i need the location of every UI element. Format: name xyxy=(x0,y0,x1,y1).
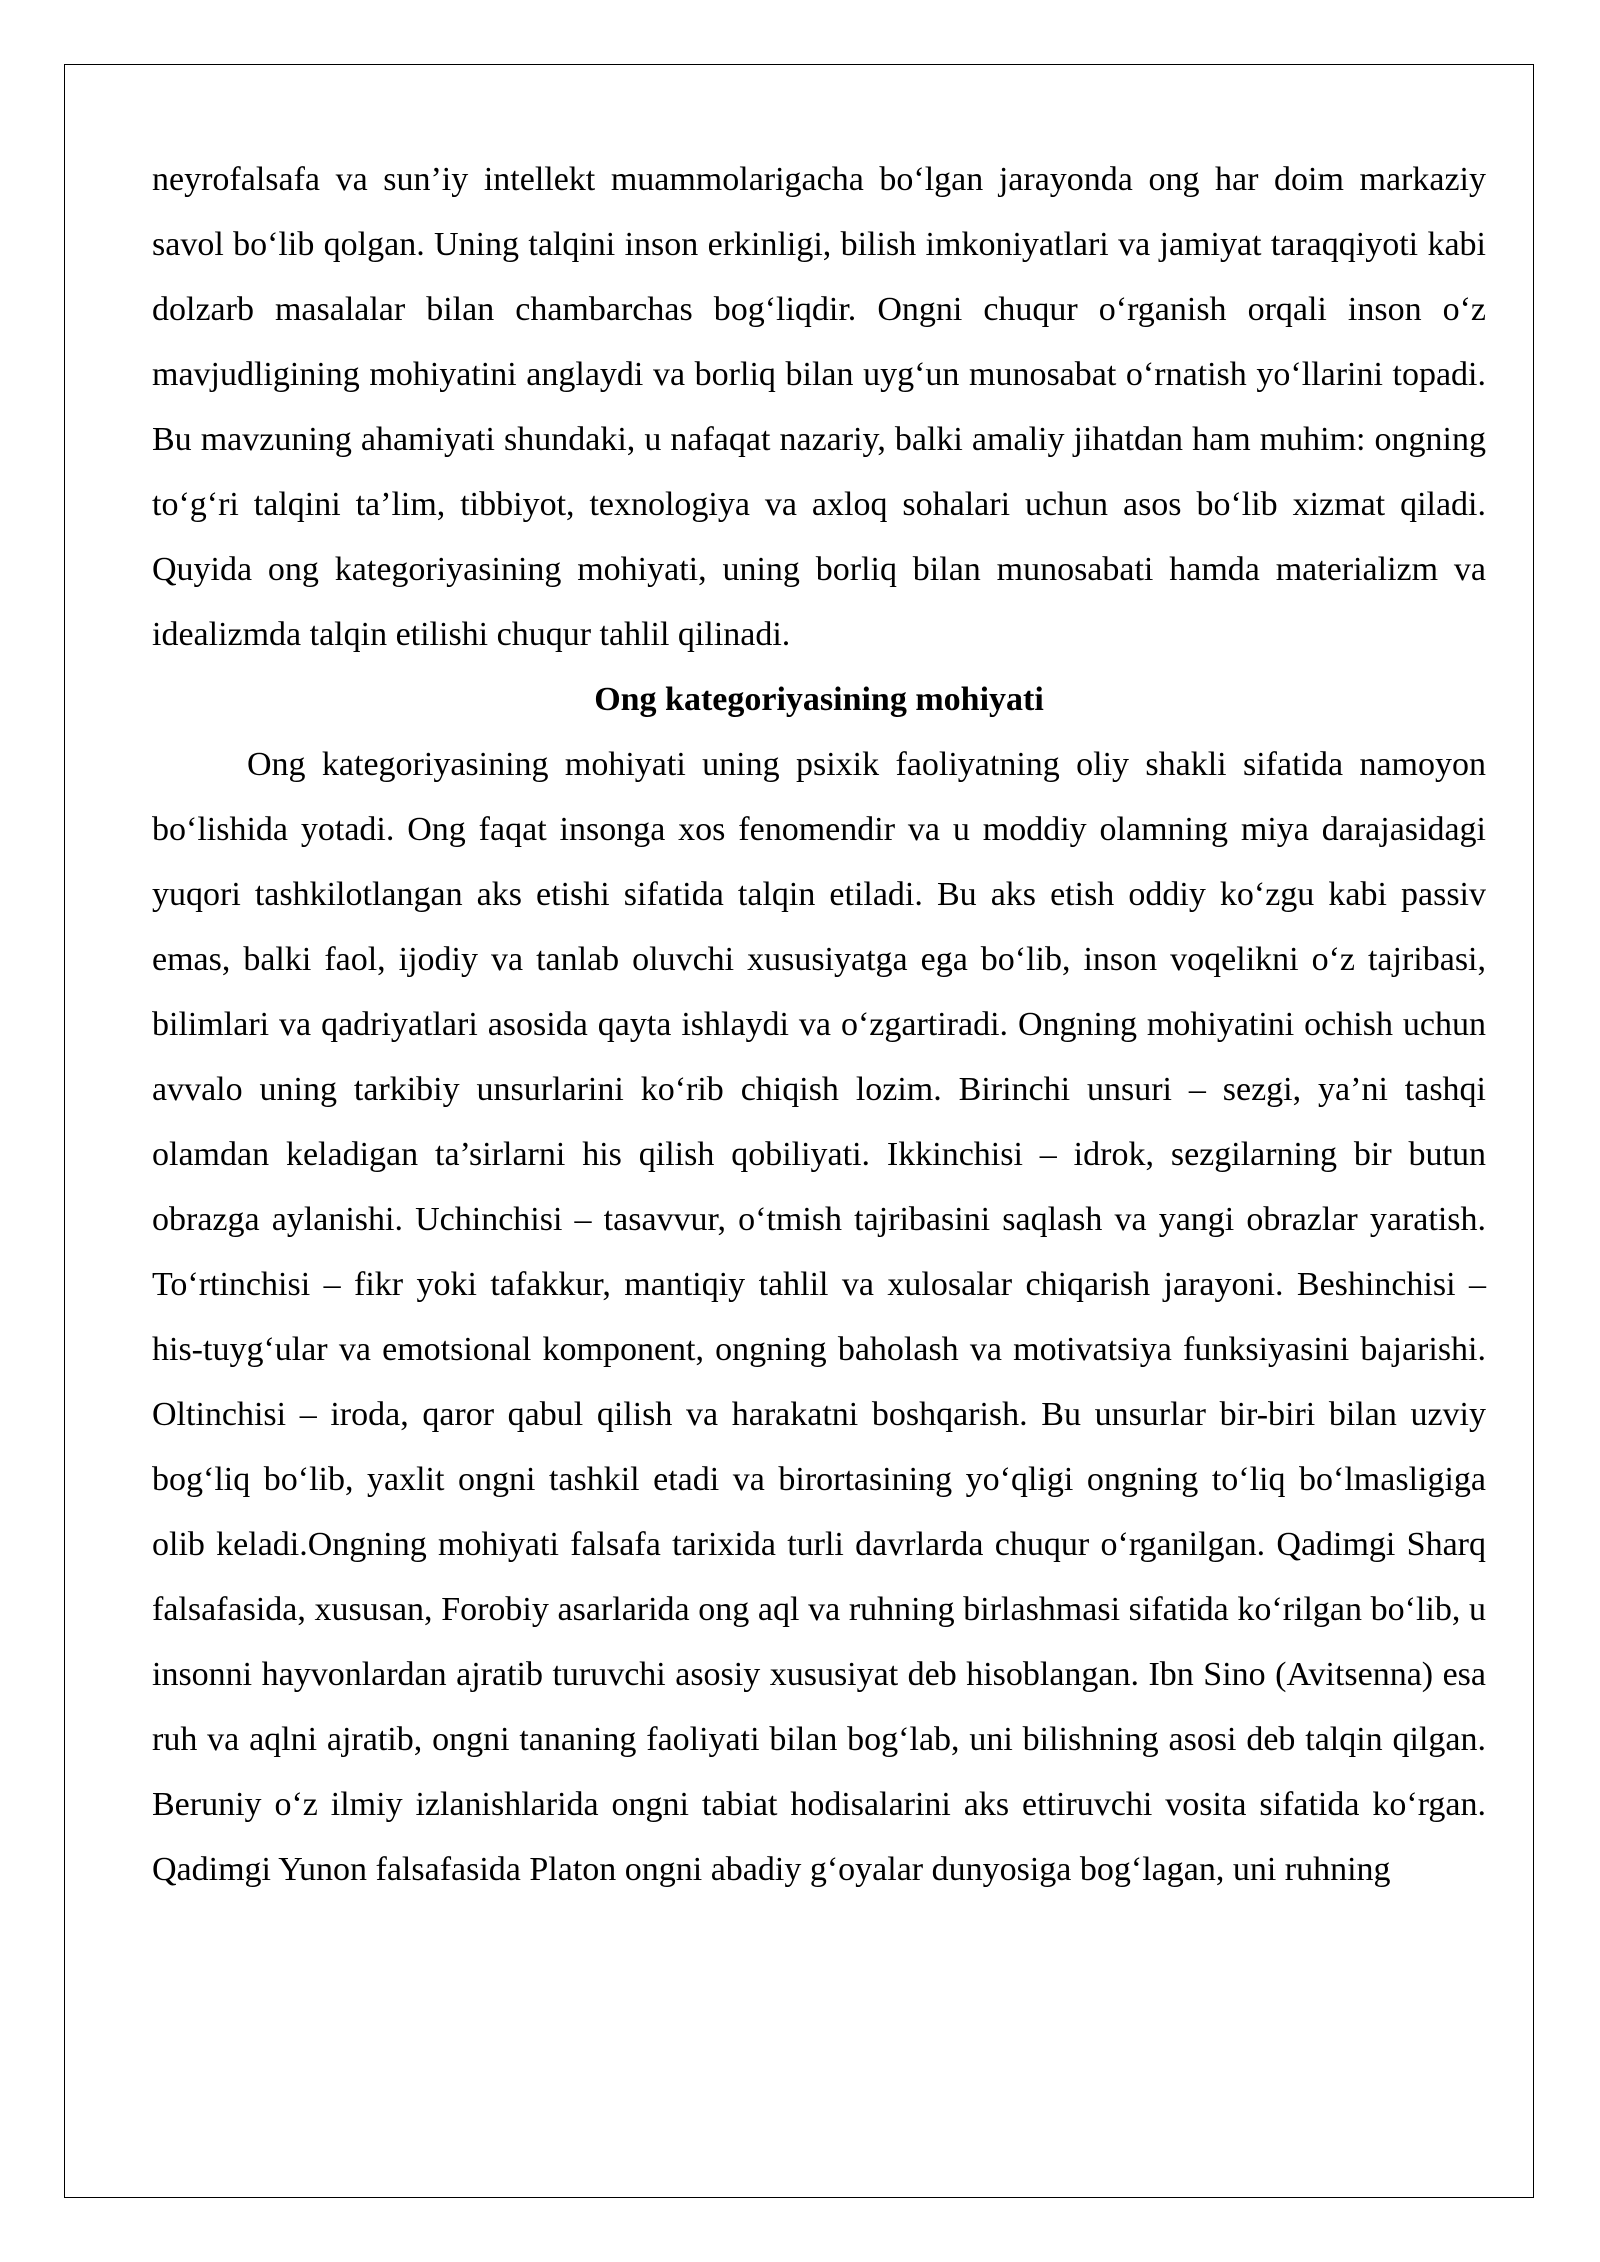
intro-paragraph: neyrofalsafa va sun’iy intellekt muammolarigacha bo‘lgan jarayonda ong har doim markaziy savol bo‘lib qolgan. Uning talqini inson erkinligi, bilish imkoniyatlari va jamiyat taraqqiyoti kabi dolzarb masalalar bilan chambarchas bog‘liqdir. Ongni chuqur o‘rganish orqali inson o‘z mavjudligining mohiyatini anglaydi va borliq bilan uyg‘un munosabat o‘rnatish yo‘llarini topadi. Bu mavzuning ahamiyati shundaki, u nafaqat nazariy, balki amaliy jihatdan ham muhim: ongning to‘g‘ri talqini ta’lim, tibbiyot, texnologiya va axloq sohalari uchun asos bo‘lib xizmat qiladi. Quyida ong kategoriyasining mohiyati, uning borliq bilan munosabati hamda materializm va idealizmda talqin etilishi chuqur tahlil qilinadi. xyxy=(152,161,1486,653)
document-body xyxy=(152,147,1486,1902)
section-heading: Ong kategoriyasining mohiyati xyxy=(594,681,1044,718)
body-paragraph: Ong kategoriyasining mohiyati uning psixik faoliyatning oliy shakli sifatida namoyon bo‘lishida yotadi. Ong faqat insonga xos fenomendir va u moddiy olamning miya darajasidagi yuqori tashkilotlangan aks etishi sifatida talqin etiladi. Bu aks etish oddiy ko‘zgu kabi passiv emas, balki faol, ijodiy va tanlab oluvchi xususiyatga ega bo‘lib, inson voqelikni o‘z tajribasi, bilimlari va qadriyatlari asosida qayta ishlaydi va o‘zgartiradi. Ongning mohiyatini ochish uchun avvalo uning tarkibiy unsurlarini ko‘rib chiqish lozim. Birinchi unsuri – sezgi, ya’ni tashqi olamdan keladigan ta’sirlarni his qilish qobiliyati. Ikkinchisi – idrok, sezgilarning bir butun obrazga aylanishi. Uchinchisi – tasavvur, o‘tmish tajribasini saqlash va yangi obrazlar yaratish. To‘rtinchisi – fikr yoki tafakkur, mantiqiy tahlil va xulosalar chiqarish jarayoni. Beshinchisi – his-tuyg‘ular va emotsional komponent, ongning baholash va motivatsiya funksiyasini bajarishi. Oltinchisi – iroda, qaror qabul qilish va harakatni boshqarish. Bu unsurlar bir-biri bilan uzviy bog‘liq bo‘lib, yaxlit ongni tashkil etadi va birortasining yo‘qligi ongning to‘liq bo‘lmasligiga olib keladi.Ongning mohiyati falsafa tarixida turli davrlarda chuqur o‘rganilgan. Qadimgi Sharq falsafasida, xususan, Forobiy asarlarida ong aql va ruhning birlashmasi sifatida ko‘rilgan bo‘lib, u insonni hayvonlardan ajratib turuvchi asosiy xususiyat deb hisoblangan. Ibn Sino (Avitsenna) esa ruh va aqlni ajratib, ongni tananing faoliyati bilan bog‘lab, uni bilishning asosi deb talqin qilgan. Beruniy o‘z ilmiy izlanishlarida ongni tabiat hodisalarini aks ettiruvchi vosita sifatida ko‘rgan. Qadimgi Yunon falsafasida Platon ongni abadiy g‘oyalar dunyosiga bog‘lagan, uni ruhning xyxy=(152,746,1486,1888)
